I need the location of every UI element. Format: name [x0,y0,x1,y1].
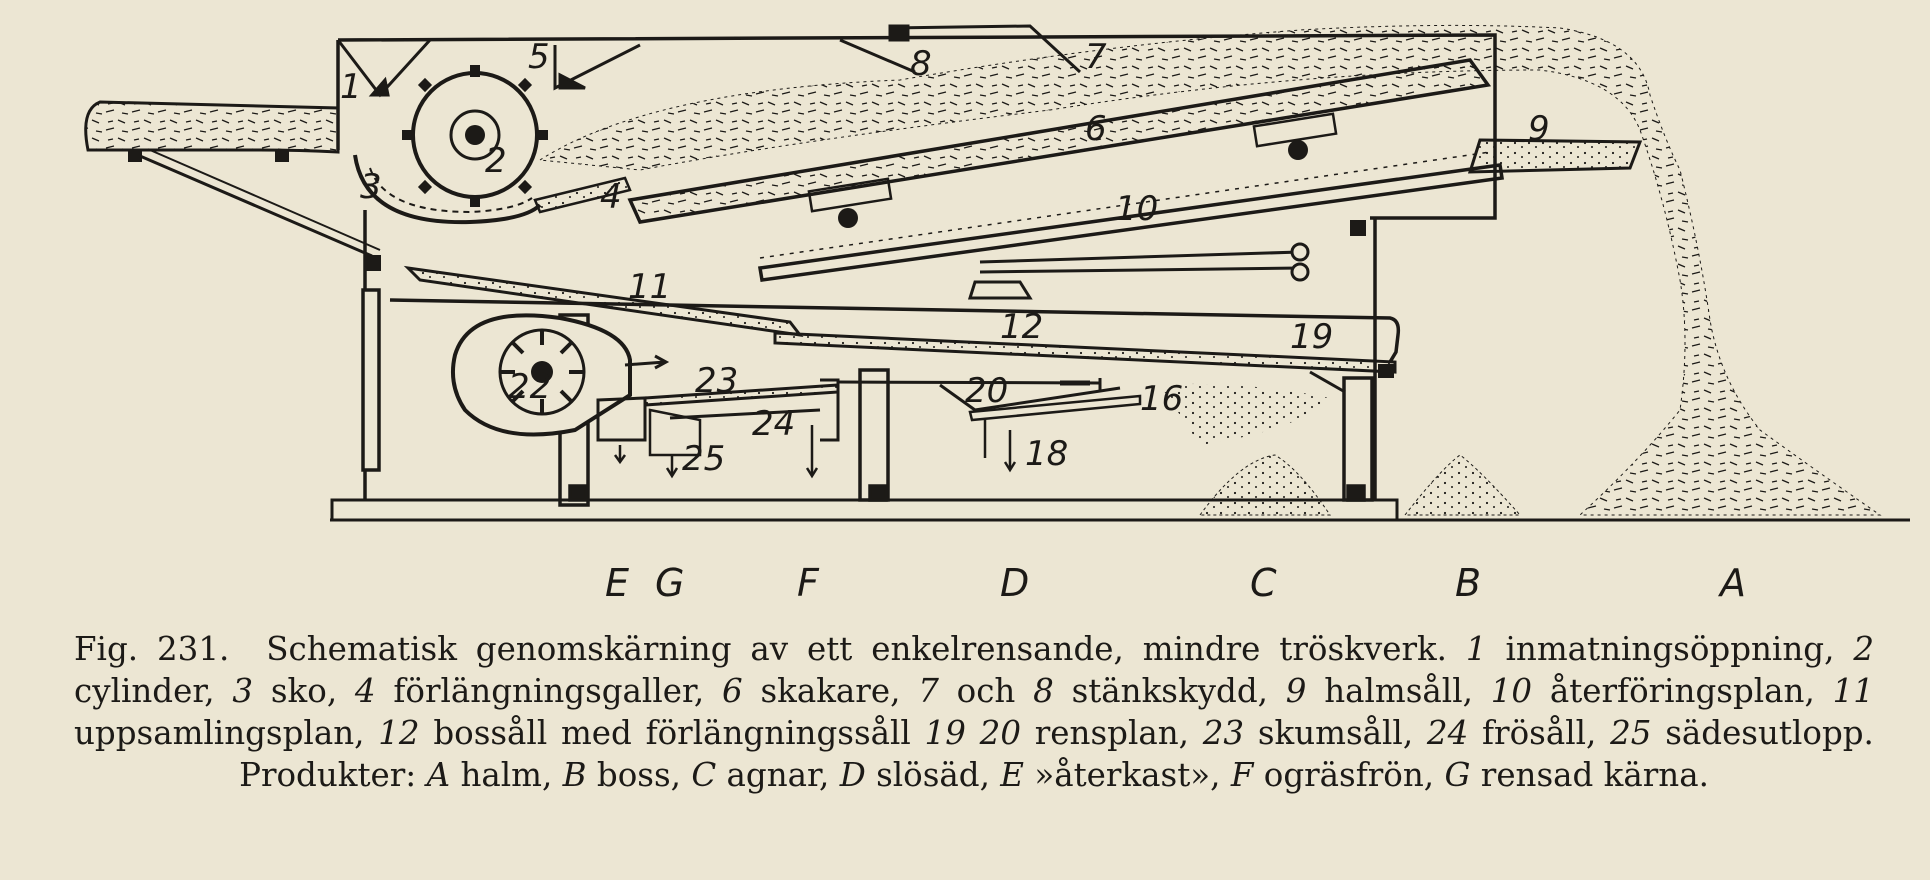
label-19: 19 [1290,317,1334,357]
caption-product-item: A halm, [426,756,553,794]
caption-part-name: inmatningsöppning [1505,630,1825,668]
caption-part-name: sko [270,672,327,710]
caption-product-letter: C [691,756,717,794]
caption-product-name: boss [596,756,671,794]
label-7: 7 [1085,37,1107,77]
caption-part-item [1596,714,1874,752]
caption-product-name: slösäd [876,756,980,794]
caption-part-name: skakare [760,672,891,710]
caption-part-name: frösåll [1482,714,1587,752]
product-letter-D: D [1000,561,1030,605]
caption-part-name: förlängningsgaller [393,672,694,710]
product-letter-C: C [1250,561,1277,605]
caption-part-number: 24 [1426,714,1469,752]
product-letter-A: A [1720,561,1746,605]
caption-part-number: 2 [1853,630,1874,668]
caption-part-number: 9 [1285,672,1307,710]
caption-part-name: återföringsplan [1549,672,1805,710]
label-24: 24 [752,404,796,444]
chaff-spray [1160,384,1330,445]
caption-part-item: 2 cylinder, [74,630,1874,710]
caption-part-name: skumsåll [1257,714,1403,752]
caption-product-letter: D [839,756,866,794]
caption-part-item [364,714,910,752]
caption-part-name: och [956,672,1016,710]
caption-part-item: 24 frösåll, [1426,714,1597,752]
caption-part-item [900,672,1015,710]
caption-part-number: 8 [1033,672,1054,710]
label-16: 16 [1140,379,1184,419]
caption-product-name: »återkast» [1034,756,1211,794]
caption-part-name: rensplan [1034,714,1179,752]
label-25: 25 [682,439,726,479]
chaff-pile [1200,455,1330,515]
caption-part-number: 23 [1202,714,1245,752]
label-8: 8 [910,44,932,84]
label-18: 18 [1025,434,1069,474]
caption-part-item: 23 skumsåll, [1202,714,1414,752]
caption-product-item: D slösäd, [839,756,990,794]
caption-product-letter: G [1444,756,1471,794]
caption-product-item: B boss, [562,756,681,794]
caption-product-item: F ogräsfrön, [1230,756,1435,794]
caption-product-name: ogräsfrön [1263,756,1424,794]
label-9: 9 [1528,109,1550,149]
caption-part-number: 1 [1465,630,1487,668]
label-2: 2 [485,141,507,181]
label-3: 3 [360,167,382,207]
caption-part-item: 8 stänkskydd, [1033,672,1268,710]
caption-product-letter: F [1230,756,1254,794]
figure-caption [74,628,1874,796]
label-12: 12 [1000,307,1044,347]
label-23: 23 [695,361,739,401]
caption-product-item: E »återkast», [1000,756,1221,794]
caption-part-name: sädesutlopp. [1665,714,1874,752]
caption-part-item: 9 halmsåll, [1285,672,1473,710]
caption-part-name: cylinder [74,672,205,710]
caption-part-item: 4 förlängningsgaller, [354,672,705,710]
caption-part-number: 3 [232,672,254,710]
caption-product-letter: E [1000,756,1025,794]
cleaning-fan [453,315,666,434]
caption-part-item: 20 rensplan, [979,714,1189,752]
caption-product-name: halm [460,756,542,794]
product-letter-B: B [1455,561,1482,605]
caption-part-number: 6 [722,672,743,710]
caption-part-item: 3 sko, [232,672,338,710]
caption-part-name: halmsåll [1324,672,1463,710]
caption-product-item [1434,756,1709,794]
caption-product-letter: B [562,756,587,794]
caption-part-number: 11 [1832,672,1874,710]
boss-pile [1405,455,1520,515]
caption-part-number: 4 [354,672,376,710]
label-10: 10 [1115,189,1159,229]
caption-product-name: rensad kärna. [1480,756,1709,794]
caption-part-number: 20 [979,714,1022,752]
label-20: 20 [965,371,1009,411]
caption-part-name: uppsamlingsplan [74,714,355,752]
caption-part-number: 12 [378,714,420,752]
caption-products [427,756,1709,794]
feed-table [86,102,381,271]
caption-part-number: 19 [924,714,966,752]
label-11: 11 [628,267,672,307]
caption-title: Schematisk genomskärning av ett enkelrensande, mindre tröskverk. [266,630,1447,668]
caption-part-item: 1 inmatningsöppning, [1465,630,1835,668]
caption-part-item: 6 skakare, [722,672,901,710]
product-letter-G: G [655,561,685,605]
label-1: 1 [340,67,362,107]
product-letter-E: E [605,561,630,605]
product-letter-F: F [797,561,819,605]
caption-part-item [911,714,966,752]
caption-part-item: 10 återföringsplan, [1490,672,1815,710]
caption-part-item: 11 uppsamlingsplan, [74,672,1874,752]
caption-part-name: stänkskydd [1071,672,1258,710]
caption-product-name: agnar [726,756,819,794]
label-4: 4 [600,177,622,217]
label-6: 6 [1085,109,1107,149]
caption-part-number: 10 [1490,672,1533,710]
caption-part-number: 25 [1610,714,1652,752]
caption-part-number: 7 [918,672,939,710]
caption-products-label: Produkter: [239,756,417,794]
label-22: 22 [508,367,552,407]
caption-part-name: bossåll med förlängningssåll [433,714,911,752]
caption-product-letter: A [426,756,451,794]
caption-label: Fig. 231. [74,630,230,668]
caption-product-item: C agnar, [691,756,830,794]
label-5: 5 [528,37,550,77]
